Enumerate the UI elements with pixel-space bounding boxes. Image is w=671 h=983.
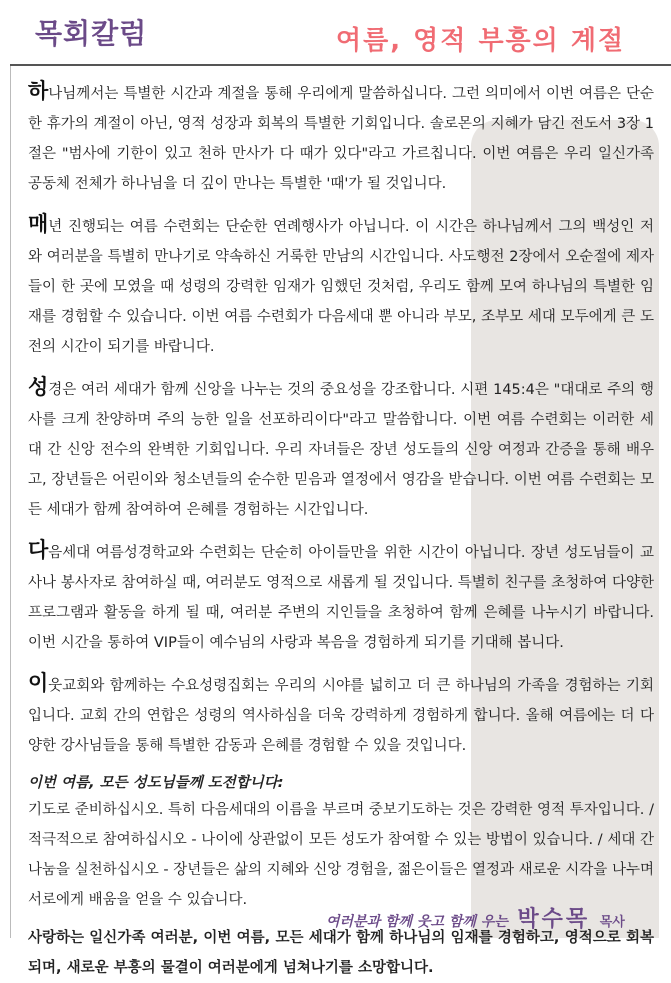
paragraph-text: 음세대 여름성경학교와 수련회는 단순히 아이들만을 위한 시간이 아닙니다. 장년 성도님들이 교사나 봉사자로 참여하실 때, 여러분도 영적으로 새롭게 될 것입니다. 특별히 친구를 초청하여 다양한 프로그램과 활동을 하게 될 때, 여러분 주변의 지인들을 초청하여 함께 은혜를 나누시기 바랍니다. 이번 시간을 통하여 VIP들이 예수님의 사랑과 복음을 경험하게 되기를 기대해 봅니다. [28, 545, 654, 651]
signature-name: 박수목 [517, 907, 591, 932]
drop-initial: 성 [28, 375, 49, 399]
column-subtitle: 여름, 영적 부흥의 계절 [336, 26, 626, 56]
left-border [10, 66, 11, 938]
paragraph [28, 372, 654, 525]
header-divider [10, 64, 671, 66]
column-title: 목회칼럼 [35, 17, 148, 50]
closing-paragraph: 사랑하는 일신가족 여러분, 이번 여름, 모든 세대가 함께 하나님의 임재를 경험하고, 영적으로 회복되며, 새로운 부흥의 물결이 여러분에게 넘쳐나기를 소망합니다. [28, 930, 654, 976]
drop-initial: 이 [28, 671, 49, 695]
drop-initial: 매 [28, 212, 49, 236]
paragraph-text: 경은 여러 세대가 함께 신앙을 나누는 것의 중요성을 강조합니다. 시편 145:4은 "대대로 주의 행사를 크게 찬양하며 주의 능한 일을 선포하리이다"라고 말씀합니다. 이번 여름 수련회는 이러한 세대 간 신앙 전수의 완벽한 기회입니다. 우리 자녀들은 장년 성도들의 신앙 여정과 간증을 통해 배우고, 장년들은 어린이와 청소년들의 순수한 믿음과 열정에서 영감을 받습니다. 이번 여름 수련회는 모든 세대가 함께 참여하여 은혜를 경험하는 시간입니다. [28, 382, 654, 518]
paragraph [28, 668, 654, 761]
challenge-steps: 기도로 준비하십시오. 특히 다음세대의 이름을 부르며 중보기도하는 것은 강력한 영적 투자입니다. / 적극적으로 참여하십시오 - 나이에 상관없이 모든 성도가 참여할 수 있는 방법이 있습니다. / 세대 간 나눔을 실천하십시오 - 장년들은 삶의 지혜와 신앙 경험을, 젊은이들은 열정과 새로운 시각을 나누며 서로에게 배움을 얻을 수 있습니다. [28, 802, 654, 908]
column-header [10, 8, 671, 66]
signature-title: 목사 [599, 915, 625, 930]
paragraph [28, 209, 654, 362]
drop-initial: 하 [28, 79, 49, 103]
callout-heading: 이번 여름, 모든 성도님들께 도전합니다: [28, 775, 284, 791]
paragraph [28, 535, 654, 658]
drop-initial: 다 [28, 538, 49, 562]
paragraph [28, 76, 654, 199]
signature [326, 902, 625, 933]
signature-motto: 여러분과 함께 웃고 함께 우는 [326, 914, 508, 930]
paragraph-text: 웃교회와 함께하는 수요성령집회는 우리의 시야를 넓히고 더 큰 하나님의 가족을 경험하는 기회입니다. 교회 간의 연합은 성령의 역사하심을 더욱 강력하게 경험하게 합니다. 올해 여름에는 더 다양한 강사님들을 통해 특별한 감동과 은혜를 경험할 수 있을 것입니다. [28, 678, 654, 754]
paragraph-text: 년 진행되는 여름 수련회는 단순한 연례행사가 아닙니다. 이 시간은 하나님께서 그의 백성인 저와 여러분을 특별히 만나기로 약속하신 거룩한 만남의 시간입니다. 사도행전 2장에서 오순절에 제자들이 한 곳에 모였을 때 성령의 강력한 임재가 임했던 것처럼, 우리도 함께 모여 하나님의 특별한 임재를 경험할 수 있습니다. 이번 여름 수련회가 다음세대 뿐 아니라 부모, 조부모 세대 모두에게 큰 도전의 시간이 되기를 바랍니다. [28, 219, 654, 355]
paragraph-text: 나님께서는 특별한 시간과 계절을 통해 우리에게 말씀하십니다. 그런 의미에서 이번 여름은 단순한 휴가의 계절이 아닌, 영적 성장과 회복의 특별한 기회입니다. 솔로몬의 지혜가 담긴 전도서 3장 1절은 "범사에 기한이 있고 천하 만사가 다 때가 있다"라고 가르칩니다. 이번 여름은 우리 일신가족 공동체 전체가 하나님을 더 깊이 만나는 특별한 '때'가 될 것입니다. [28, 86, 654, 192]
column-body [28, 70, 654, 983]
